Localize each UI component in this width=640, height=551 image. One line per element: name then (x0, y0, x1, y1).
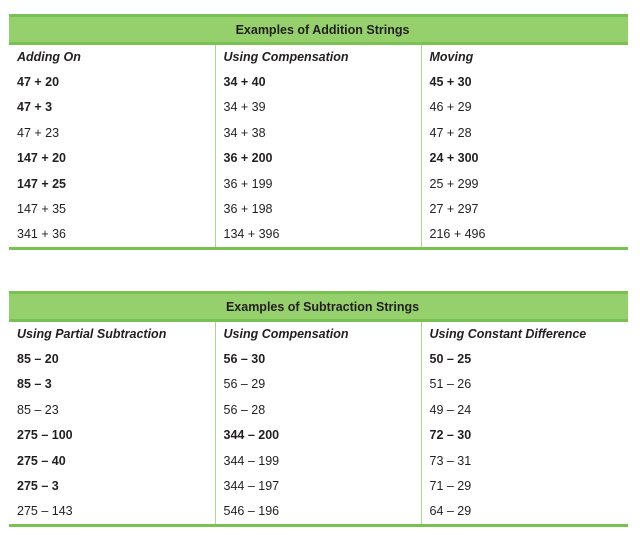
table-cell: 72 – 30 (429, 428, 472, 443)
table-row (9, 95, 628, 120)
table-cell: 71 – 29 (429, 479, 472, 494)
table-cell: 36 + 200 (215, 146, 421, 171)
table-cell: 344 – 197 (215, 473, 421, 498)
table-cell: 341 + 36 (9, 222, 215, 249)
table-cell: 134 + 396 (215, 222, 421, 249)
table-row (9, 222, 628, 249)
table-cell: 56 – 29 (215, 372, 421, 397)
table-cell: 47 + 20 (9, 69, 215, 94)
column-header: Using Compensation (215, 44, 421, 70)
table-cell: 344 – 199 (215, 448, 421, 473)
table-row (9, 346, 628, 371)
table-cell: 147 + 20 (9, 146, 215, 171)
subtraction-strings-table (9, 291, 628, 527)
table-row (9, 196, 628, 221)
table-cell: 344 – 200 (215, 423, 421, 448)
table-row (9, 372, 628, 397)
table-cell: 56 – 28 (215, 397, 421, 422)
column-header: Adding On (9, 44, 215, 70)
table-cell: 47 + 28 (429, 125, 472, 140)
table-row (9, 423, 628, 448)
table-cell: 275 – 40 (9, 448, 215, 473)
column-header: Using Partial Subtraction (9, 321, 215, 347)
addition-table-title: Examples of Addition Strings (9, 16, 628, 44)
table-cell: 64 – 29 (429, 504, 472, 519)
table-cell: 36 + 198 (215, 196, 421, 221)
table-cell: 73 – 31 (429, 453, 472, 468)
subtraction-table-title: Examples of Subtraction Strings (9, 293, 628, 321)
table-cell: 51 – 26 (429, 377, 472, 392)
table-cell: 46 + 29 (429, 100, 472, 115)
table-cell: 50 – 25 (429, 352, 472, 367)
addition-strings-table (9, 14, 628, 250)
table-cell: 34 + 38 (215, 120, 421, 145)
table-cell: 85 – 3 (9, 372, 215, 397)
table-cell: 546 – 196 (215, 499, 421, 526)
table-cell: 275 – 3 (9, 473, 215, 498)
table-row (9, 171, 628, 196)
table-cell: 216 + 496 (429, 227, 486, 242)
table-row (9, 499, 628, 526)
table-cell: 47 + 23 (9, 120, 215, 145)
table-row (9, 397, 628, 422)
table-cell: 85 – 20 (9, 346, 215, 371)
table-row (9, 448, 628, 473)
table-cell: 56 – 30 (215, 346, 421, 371)
table-row (9, 146, 628, 171)
table-cell: 34 + 39 (215, 95, 421, 120)
column-header: Using Compensation (215, 321, 421, 347)
table-cell: 85 – 23 (9, 397, 215, 422)
table-cell: 275 – 100 (9, 423, 215, 448)
table-cell: 147 + 25 (9, 171, 215, 196)
addition-table-body (9, 44, 628, 249)
table-row (9, 120, 628, 145)
table-row (9, 473, 628, 498)
table-row (9, 69, 628, 94)
table-cell: 36 + 199 (215, 171, 421, 196)
table-cell: 45 + 30 (429, 75, 472, 90)
table-cell: 47 + 3 (9, 95, 215, 120)
table-cell: 147 + 35 (9, 196, 215, 221)
table-cell: 34 + 40 (215, 69, 421, 94)
subtraction-table-body (9, 321, 628, 526)
column-header: Moving (429, 50, 474, 65)
table-cell: 24 + 300 (429, 151, 479, 166)
table-cell: 275 – 143 (9, 499, 215, 526)
column-header: Using Constant Difference (429, 327, 587, 342)
table-cell: 27 + 297 (429, 202, 479, 217)
table-cell: 25 + 299 (429, 176, 479, 191)
table-cell: 49 – 24 (429, 402, 472, 417)
